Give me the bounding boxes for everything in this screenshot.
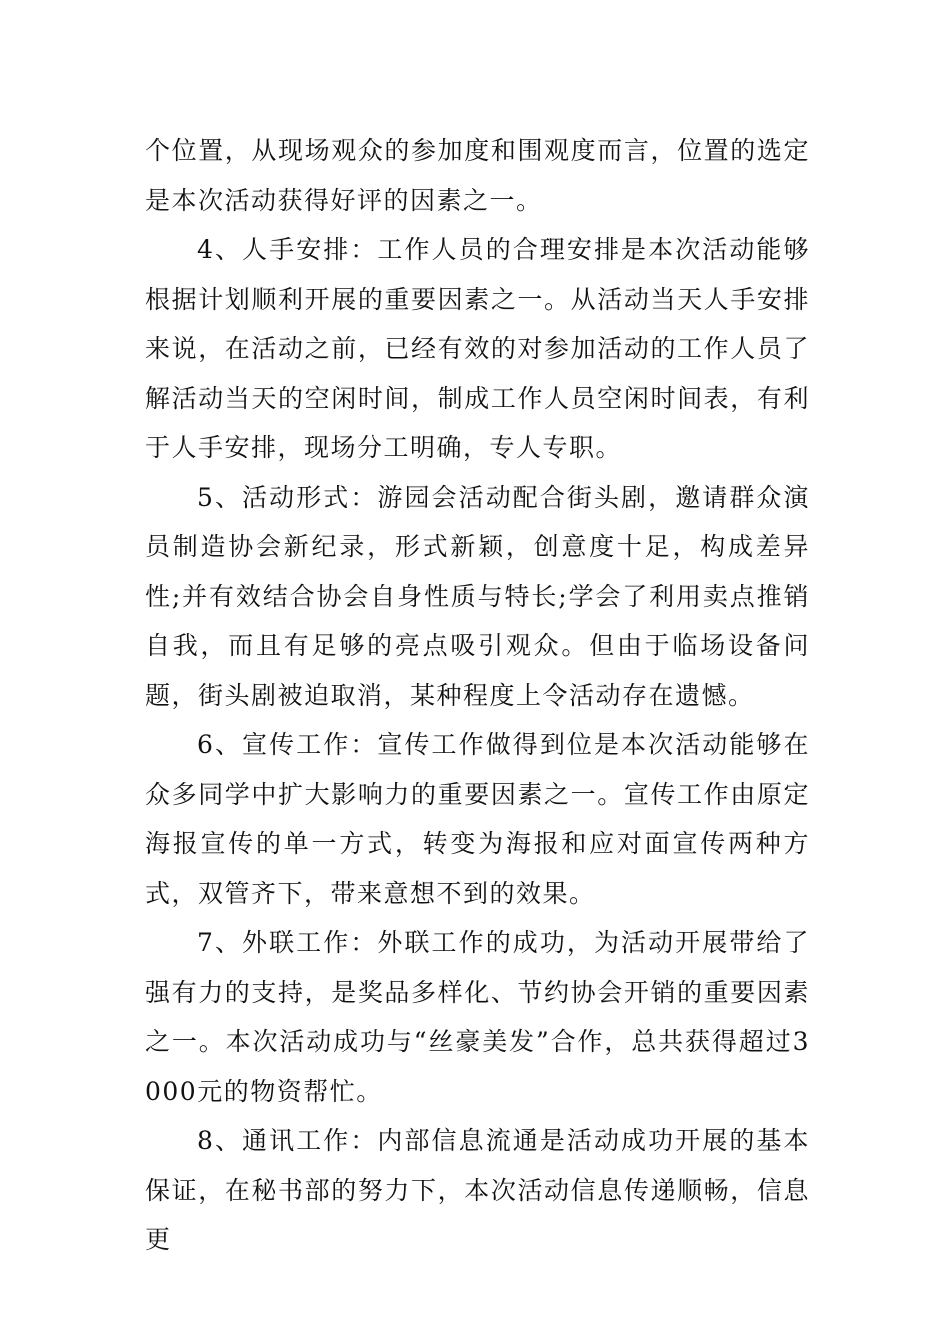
paragraph-staffing: 4、人手安排：工作人员的合理安排是本次活动能够根据计划顺利开展的重要因素之一。从活动当天人手安排来说，在活动之前，已经有效的对参加活动的工作人员了解活动当天的空闲时间，制成工作人员空闲时间表，有利于人手安排，现场分工明确，专人专职。: [145, 235, 810, 462]
paragraph-communications: 8、通讯工作：内部信息流通是活动成功开展的基本保证，在秘书部的努力下，本次活动信息传递顺畅，信息更: [145, 1126, 810, 1254]
paragraph-publicity: 6、宣传工作：宣传工作做得到位是本次活动能够在众多同学中扩大影响力的重要因素之一。宣传工作由原定海报宣传的单一方式，转变为海报和应对面宣传两种方式，双管齐下，带来意想不到的效果。: [145, 730, 810, 908]
paragraph-external-relations: 7、外联工作：外联工作的成功，为活动开展带给了强有力的支持，是奖品多样化、节约协会开销的重要因素之一。本次活动成功与“丝豪美发”合作，总共获得超过3000元的物资帮忙。: [145, 928, 810, 1106]
paragraph-activity-format: 5、活动形式：游园会活动配合街头剧，邀请群众演员制造协会新纪录，形式新颖，创意度十足，构成差异性;并有效结合协会自身性质与特长;学会了利用卖点推销自我，而且有足够的亮点吸引观众。但由于临场设备问题，街头剧被迫取消，某种程度上令活动存在遗憾。: [145, 482, 810, 710]
document-body: [145, 126, 810, 1265]
paragraph-continuation: 个位置，从现场观众的参加度和围观度而言，位置的选定是本次活动获得好评的因素之一。: [145, 136, 810, 215]
